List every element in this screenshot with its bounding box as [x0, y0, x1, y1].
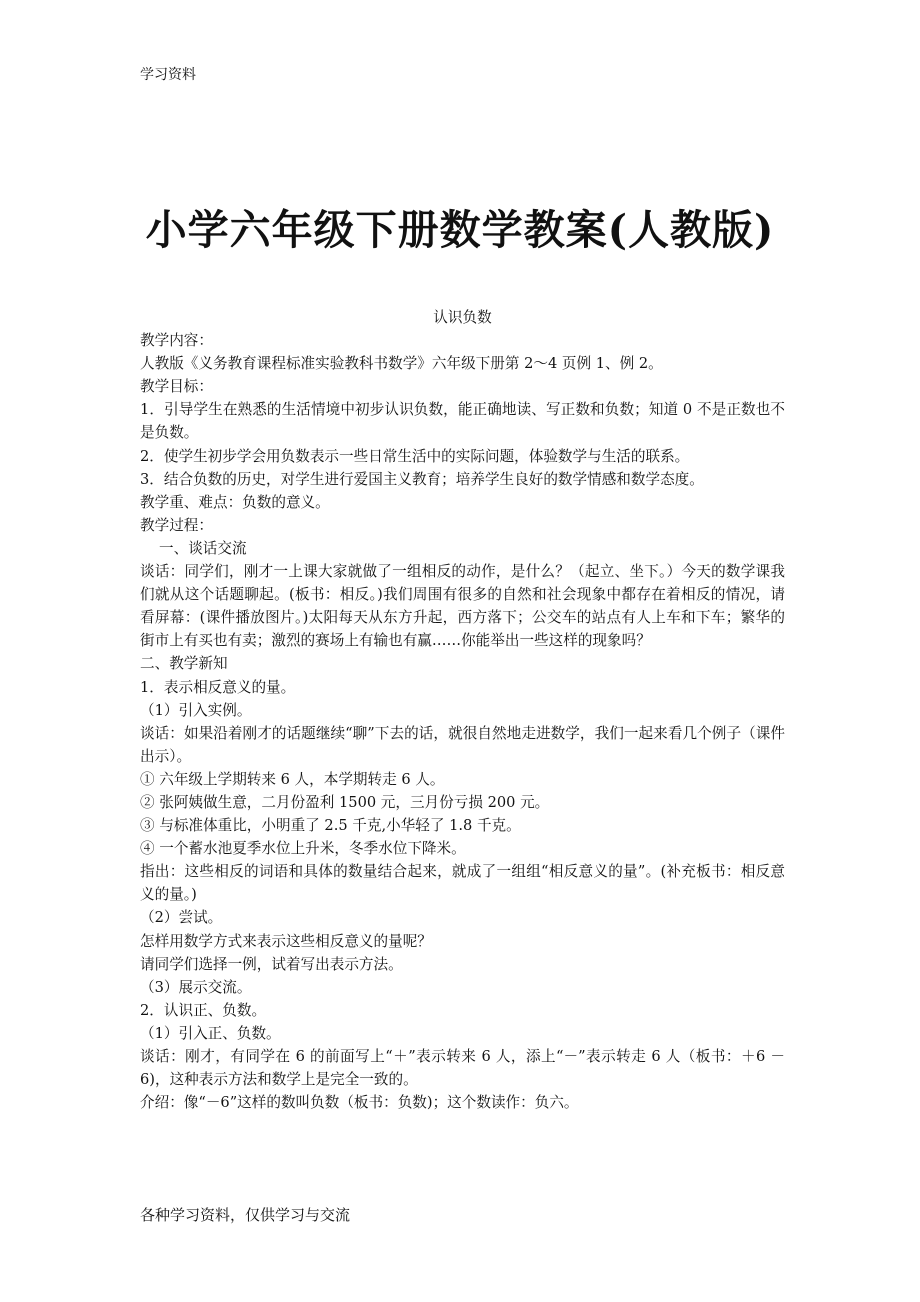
document-body — [140, 306, 785, 1114]
paragraph: 教学内容： — [140, 332, 213, 350]
paragraph: 1．引导学生在熟悉的生活情境中初步认识负数，能正确地读、写正数和负数；知道 0 不是正数也不是负数。 — [140, 401, 785, 442]
paragraph: 谈话：刚才，有同学在 6 的前面写上“＋”表示转来 6 人，添上“－”表示转走 6 人（板书：＋6 －6)，这种表示方法和数学上是完全一致的。 — [140, 1048, 785, 1089]
paragraph: 教学过程： — [140, 516, 213, 534]
paragraph: 2．使学生初步学会用负数表示一些日常生活中的实际问题，体验数学与生活的联系。 — [140, 447, 690, 465]
paragraph: （1）引入正、负数。 — [140, 1024, 281, 1042]
paragraph: ① 六年级上学期转来 6 人，本学期转走 6 人。 — [140, 770, 445, 788]
paragraph: 怎样用数学方式来表示这些相反意义的量呢？ — [140, 932, 432, 950]
paragraph: （1）引入实例。 — [140, 701, 252, 719]
paragraph: ④ 一个蓄水池夏季水位上升米，冬季水位下降米。 — [140, 840, 466, 858]
paragraph: 谈话：如果沿着刚才的话题继续“聊”下去的话，就很自然地走进数学，我们一起来看几个例子（课件出示）。 — [140, 724, 785, 765]
paragraph: 1．表示相反意义的量。 — [140, 678, 296, 696]
paragraph: 3．结合负数的历史，对学生进行爱国主义教育；培养学生良好的数学情感和数学态度。 — [140, 470, 704, 488]
paragraph: 二、教学新知 — [140, 655, 228, 673]
paragraph: ③ 与标准体重比，小明重了 2.5 千克,小华轻了 1.8 千克。 — [140, 817, 521, 835]
paragraph: 指出：这些相反的词语和具体的数量结合起来，就成了一组组“相反意义的量”。(补充板书：相反意义的量。) — [140, 863, 785, 904]
paragraph: ② 张阿姨做生意，二月份盈利 1500 元，三月份亏损 200 元。 — [140, 793, 550, 811]
paragraph: 介绍：像“－6”这样的数叫负数（板书：负数)；这个数读作：负六。 — [140, 1094, 579, 1112]
paragraph: 教学重、难点：负数的意义。 — [140, 493, 330, 511]
paragraph: 2．认识正、负数。 — [140, 1001, 267, 1019]
lesson-subtitle: 认识负数 — [433, 309, 492, 326]
paragraph: （3）展示交流。 — [140, 978, 252, 996]
paragraph: 一、谈话交流 — [159, 539, 247, 557]
paragraph: （2）尝试。 — [140, 909, 223, 927]
document-title: 小学六年级下册数学教案(人教版) — [145, 206, 775, 254]
paragraph: 谈话：同学们，刚才一上课大家就做了一组相反的动作，是什么？（起立、坐下。）今天的数学课我们就从这个话题聊起。(板书：相反。)我们周围有很多的自然和社会现象中都存在着相反的情况，请看屏幕：(课件播放图片。)太阳每天从东方升起，西方落下；公交车的站点有人上车和下车；繁华的街市上有买也有卖；激烈的赛场上有输也有赢……你能举出一些这样的现象吗？ — [140, 563, 785, 650]
lesson-content — [140, 329, 785, 1114]
page-footer: 各种学习资料，仅供学习与交流 — [140, 1206, 351, 1224]
paragraph: 请同学们选择一例，试着写出表示方法。 — [140, 955, 403, 973]
paragraph: 人教版《义务教育课程标准实验教科书数学》六年级下册第 2～4 页例 1、例 2。 — [140, 355, 663, 373]
page-header: 学习资料 — [140, 67, 196, 83]
paragraph: 教学目标： — [140, 378, 213, 396]
